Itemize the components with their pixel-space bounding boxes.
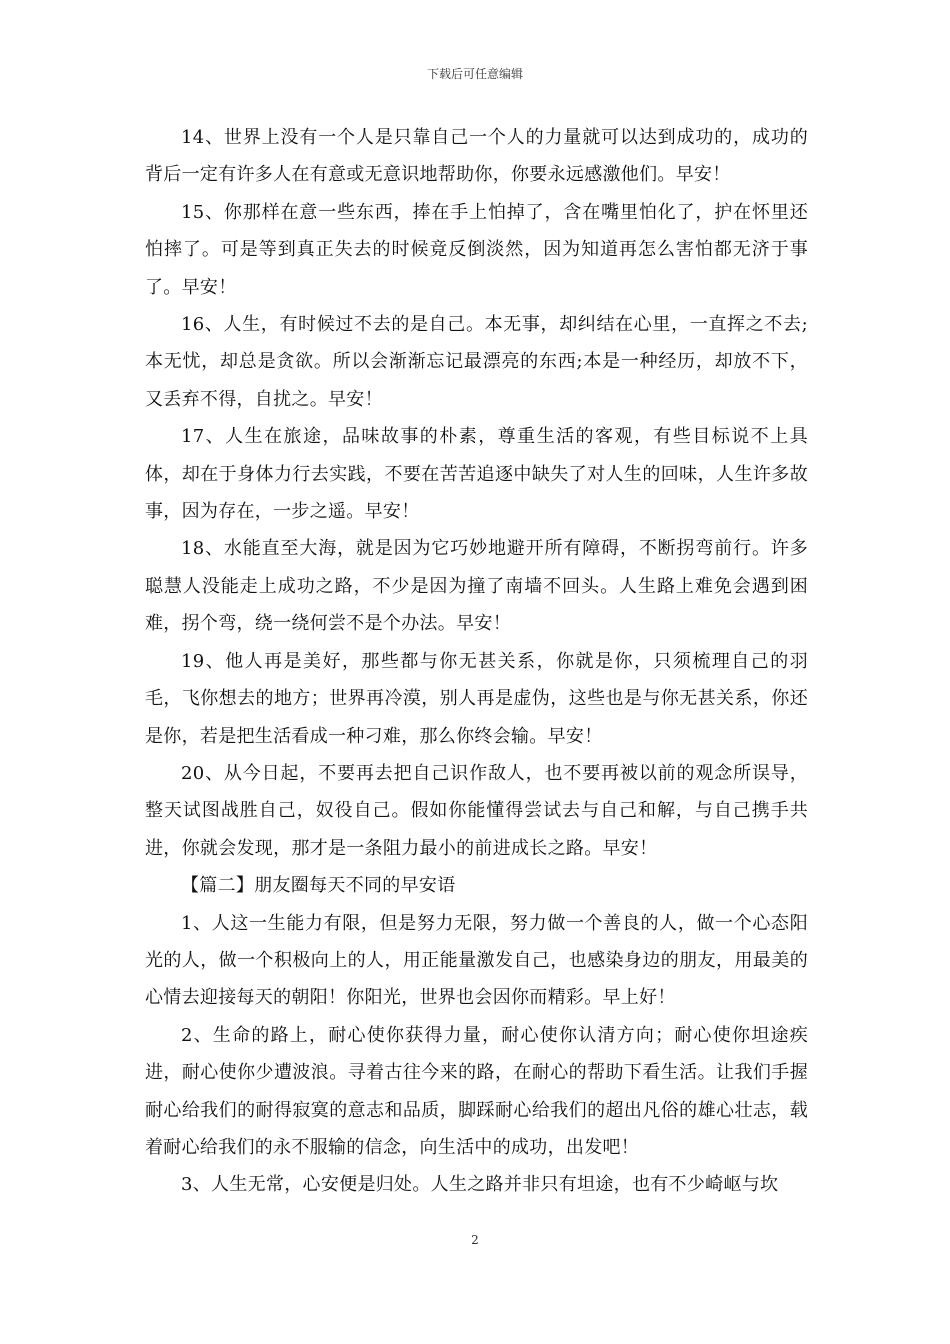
paragraph-item-1: 1、人这一生能力有限，但是努力无限，努力做一个善良的人，做一个心态阳光的人，做一个积极向上的人，用正能量激发自己，也感染身边的朋友，用最美的心情去迎接每天的朝阳！你阳光，世界也会因你而精彩。早上好！ [145,912,808,1009]
page-number: 2 [471,1233,479,1247]
page-header: 下载后可任意编辑 [426,67,523,81]
paragraph-item-19: 19、他人再是美好，那些都与你无甚关系，你就是你，只须梳理自己的羽毛，飞你想去的地方；世界再冷漠，别人再是虚伪，这些也是与你无甚关系，你还是你，若是把生活看成一种刁难，那么你终会输。早安！ [145,650,808,747]
paragraph-item-17: 17、人生在旅途，品味故事的朴素，尊重生活的客观，有些目标说不上具体，却在于身体力行去实践，不要在苦苦追逐中缺失了对人生的回味，人生许多故事，因为存在，一步之遥。早安！ [145,426,808,523]
paragraph-item-3: 3、人生无常，心安便是归处。人生之路并非只有坦途，也有不少崎岖与坎 [181,1174,779,1196]
paragraph-item-14: 14、世界上没有一个人是只靠自己一个人的力量就可以达到成功的，成功的背后一定有许多人在有意或无意识地帮助你，你要永远感激他们。早安！ [145,127,808,186]
paragraph-item-20: 20、从今日起，不要再去把自己识作敌人，也不要再被以前的观念所误导，整天试图战胜自己，奴役自己。假如你能懂得尝试去与自己和解，与自己携手共进，你就会发现，那才是一条阻力最小的前进成长之路。早安！ [145,762,808,859]
paragraph-item-15: 15、你那样在意一些东西，捧在手上怕掉了，含在嘴里怕化了，护在怀里还怕摔了。可是等到真正失去的时候竟反倒淡然，因为知道再怎么害怕都无济于事了。早安！ [145,201,808,298]
paragraph-item-18: 18、水能直至大海，就是因为它巧妙地避开所有障碍，不断拐弯前行。许多聪慧人没能走上成功之路，不少是因为撞了南墙不回头。人生路上难免会遇到困难，拐个弯，绕一绕何尝不是个办法。早安！ [145,538,808,635]
paragraph-item-16: 16、人生，有时候过不去的是自己。本无事，却纠结在心里，一直挥之不去;本无忧，却总是贪欲。所以会渐渐忘记最漂亮的东西;本是一种经历，却放不下，又丢弃不得，自扰之。早安！ [145,314,808,410]
paragraph-item-2: 2、生命的路上，耐心使你获得力量，耐心使你认清方向；耐心使你坦途疾进，耐心使你少遭波浪。寻着古往今来的路，在耐心的帮助下看生活。让我们手握耐心给我们的耐得寂寞的意志和品质，脚踩耐心给我们的超出凡俗的雄心壮志，载着耐心给我们的永不服输的信念，向生活中的成功，出发吧！ [145,1024,808,1158]
document-body [145,119,808,1204]
section-heading: 【篇二】朋友圈每天不同的早安语 [181,875,456,897]
